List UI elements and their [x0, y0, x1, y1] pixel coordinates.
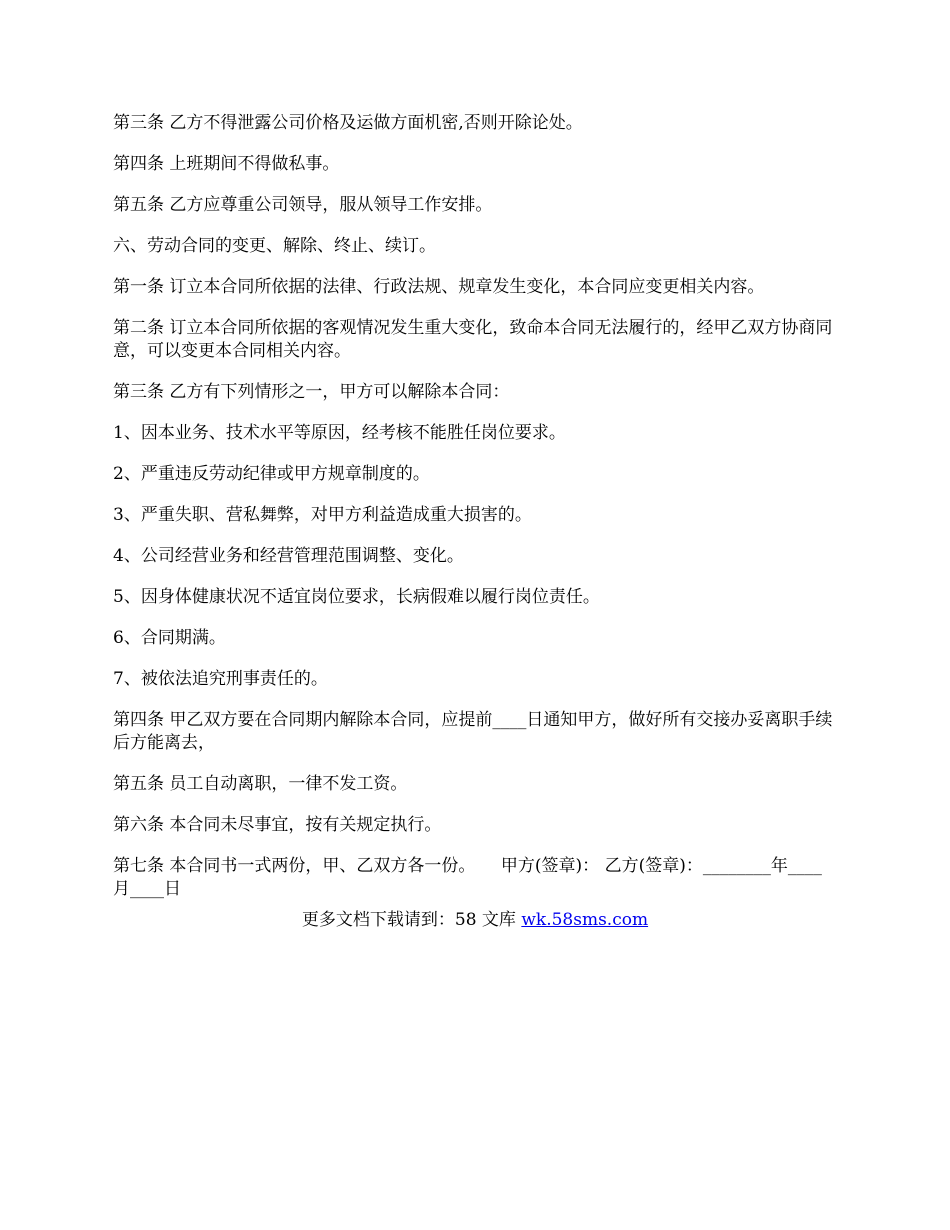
list-item-3: 3、严重失职、营私舞弊，对甲方利益造成重大损害的。 — [113, 505, 532, 525]
list-item-5: 5、因身体健康状况不适宜岗位要求，长病假难以履行岗位责任。 — [113, 587, 600, 607]
footer — [0, 909, 950, 932]
footer-text: 更多文档下载请到：58 文库 — [301, 910, 522, 930]
footer-link[interactable]: wk.58sms.com — [521, 910, 649, 930]
paragraph-article-3: 第三条 乙方不得泄露公司价格及运做方面机密,否则开除论处。 — [113, 113, 583, 133]
list-item-2: 2、严重违反劳动纪律或甲方规章制度的。 — [113, 464, 430, 484]
paragraph-change-article-5: 第五条 员工自动离职，一律不发工资。 — [113, 774, 408, 794]
paragraph-change-article-1: 第一条 订立本合同所依据的法律、行政法规、规章发生变化，本合同应变更相关内容。 — [113, 277, 765, 297]
paragraph-change-article-3: 第三条 乙方有下列情形之一，甲方可以解除本合同： — [113, 382, 510, 402]
section-heading-6: 六、劳动合同的变更、解除、终止、续订。 — [113, 236, 436, 256]
list-item-7: 7、被依法追究刑事责任的。 — [113, 669, 328, 689]
paragraph-change-article-4: 第四条 甲乙双方要在合同期内解除本合同，应提前____日通知甲方，做好所有交接办妥离职手续后方能离去， — [113, 710, 833, 753]
document-body — [113, 112, 838, 919]
list-item-6: 6、合同期满。 — [113, 628, 226, 648]
paragraph-change-article-6: 第六条 本合同未尽事宜，按有关规定执行。 — [113, 815, 442, 835]
paragraph-change-article-2: 第二条 订立本合同所依据的客观情况发生重大变化，致命本合同无法履行的，经甲乙双方协商同意，可以变更本合同相关内容。 — [113, 318, 833, 361]
paragraph-article-5: 第五条 乙方应尊重公司领导，服从领导工作安排。 — [113, 195, 493, 215]
list-item-1: 1、因本业务、技术水平等原因，经考核不能胜任岗位要求。 — [113, 423, 566, 443]
paragraph-article-4: 第四条 上班期间不得做私事。 — [113, 154, 340, 174]
list-item-4: 4、公司经营业务和经营管理范围调整、变化。 — [113, 546, 464, 566]
paragraph-change-article-7-signature: 第七条 本合同书一式两份，甲、乙双方各一份。 甲方(签章)： 乙方(签章)：________年____月____日 — [113, 856, 822, 899]
